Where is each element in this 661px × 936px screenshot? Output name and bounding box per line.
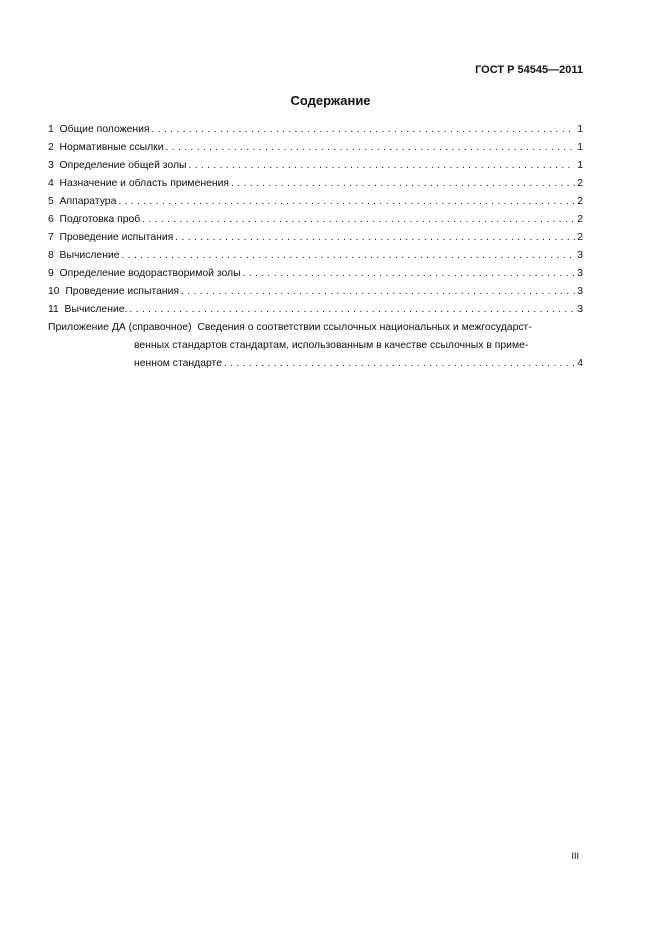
dot-leader	[224, 355, 575, 373]
toc-entry-page: 2	[577, 232, 583, 243]
toc-entry[interactable]	[48, 175, 583, 193]
toc-entry-label: 2 Нормативные ссылки	[48, 142, 164, 153]
toc-entry-label: 9 Определение водорастворимой золы	[48, 268, 241, 279]
toc-entry-page: 2	[577, 196, 583, 207]
toc-entry[interactable]	[48, 157, 583, 175]
annex-line-3: ненном стандарте	[134, 358, 222, 369]
dot-leader	[152, 121, 575, 139]
toc-entry-label: 11 Вычисление.	[48, 304, 128, 315]
toc-entry-label: 5 Аппаратура	[48, 196, 117, 207]
toc-entry-page: 1	[577, 124, 583, 135]
table-of-contents	[48, 121, 583, 373]
toc-entry[interactable]	[48, 301, 583, 319]
toc-entry-page: 3	[577, 268, 583, 279]
dot-leader	[181, 283, 575, 301]
toc-entry-page: 1	[577, 160, 583, 171]
annex-line-2: венных стандартов стандартам, использованным в качестве ссылочных в приме-	[134, 340, 529, 351]
page-number: III	[571, 851, 579, 861]
toc-title: Содержание	[290, 93, 371, 108]
toc-entry[interactable]	[48, 247, 583, 265]
dot-leader	[189, 157, 576, 175]
dot-leader	[122, 247, 575, 265]
annex-line-3-row	[48, 355, 583, 373]
toc-entry[interactable]	[48, 121, 583, 139]
toc-entry-label: 7 Проведение испытания	[48, 232, 174, 243]
toc-entry-label: 6 Подготовка проб	[48, 214, 141, 225]
toc-entry-label: 1 Общие положения	[48, 124, 150, 135]
toc-entry-page: 3	[577, 286, 583, 297]
toc-entry-page: 3	[577, 250, 583, 261]
toc-entry[interactable]	[48, 139, 583, 157]
toc-entry[interactable]	[48, 193, 583, 211]
dot-leader	[129, 301, 575, 319]
dot-leader	[118, 193, 575, 211]
annex-page: 4	[577, 358, 583, 369]
dot-leader	[175, 229, 575, 247]
annex-line-1: Приложение ДА (справочное) Сведения о соответствии ссылочных национальных и межгосударст-	[48, 322, 532, 333]
toc-entry[interactable]	[48, 229, 583, 247]
toc-entry[interactable]	[48, 265, 583, 283]
toc-entry-page: 2	[577, 214, 583, 225]
dot-leader	[243, 265, 575, 283]
toc-entry-label: 8 Вычисление	[48, 250, 120, 261]
toc-entry-label: 10 Проведение испытания	[48, 286, 180, 297]
toc-entry-page: 2	[577, 178, 583, 189]
toc-annex-entry[interactable]	[48, 319, 583, 373]
toc-entry-page: 3	[577, 304, 583, 315]
toc-entry-page: 1	[577, 142, 583, 153]
dot-leader	[231, 175, 575, 193]
toc-entry[interactable]	[48, 211, 583, 229]
dot-leader	[166, 139, 575, 157]
document-code: ГОСТ Р 54545—2011	[475, 64, 583, 76]
toc-entry-label: 3 Определение общей золы	[48, 160, 187, 171]
dot-leader	[142, 211, 575, 229]
toc-entry[interactable]	[48, 283, 583, 301]
toc-entry-label: 4 Назначение и область применения	[48, 178, 230, 189]
